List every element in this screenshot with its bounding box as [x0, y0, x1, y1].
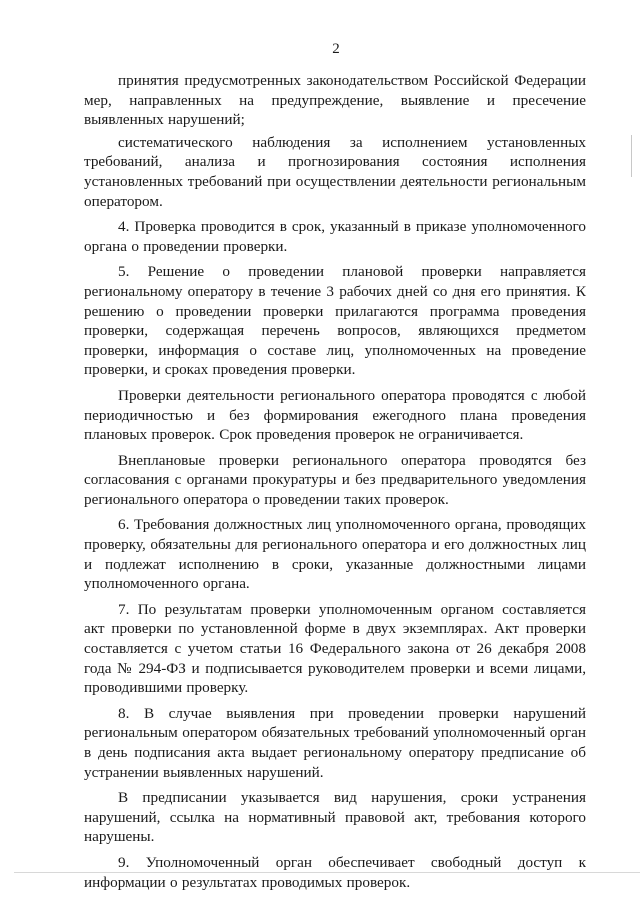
paragraph: принятия предусмотренных законодательством Российской Федерации мер, направленных на предупреждение, выявление и пресечение выявленных нарушений;: [84, 72, 586, 129]
paragraph: 4. Проверка проводится в срок, указанный в приказе уполномоченного органа о проведении проверки.: [84, 218, 586, 255]
paragraph: В предписании указывается вид нарушения, сроки устранения нарушений, ссылка на нормативный правовой акт, требования которого нарушены.: [84, 789, 586, 846]
scan-edge-mark: [631, 135, 632, 177]
paragraph: 8. В случае выявления при проведении проверки нарушений региональным оператором обязательных требований уполномоченный орган в день подписания акта выдает региональному оператору предписание об устранении выявленных нарушений.: [84, 704, 586, 781]
paragraph: Внеплановые проверки регионального оператора проводятся без согласования с органами прокуратуры и без предварительного уведомления регионального оператора о проведении таких проверок.: [84, 451, 586, 508]
scan-bottom-line: [14, 872, 640, 873]
paragraph: 6. Требования должностных лиц уполномоченного органа, проводящих проверку, обязательны для регионального оператора и его должностных лиц и подлежат исполнению в сроки, указанные должностными лицами уполномоченного органа.: [84, 516, 586, 593]
paragraph: 9. Уполномоченный орган обеспечивает свободный доступ к информации о результатах проводимых проверок.: [84, 853, 586, 891]
paragraph: Проверки деятельности регионального оператора проводятся с любой периодичностью и без формирования ежегодного плана проведения плановых проверок. Срок проведения проверок не ограничивается.: [84, 386, 586, 444]
paragraph: систематического наблюдения за исполнением установленных требований, анализа и прогнозирования состояния исполнения установленных требований при осуществлении деятельности региональным оператором.: [84, 133, 586, 210]
paragraph: 7. По результатам проверки уполномоченным органом составляется акт проверки по установленной форме в двух экземплярах. Акт проверки составляется с учетом статьи 16 Федерального закона от 26 декабря 2008 года № 294-ФЗ и подписывается руководителем проверки и всеми лицами, проводившими проверку.: [84, 600, 586, 697]
document-body: [84, 71, 586, 892]
paragraph: 5. Решение о проведении плановой проверки направляется региональному оператору в течение 3 рабочих дней со дня его принятия. К решению о проведении проверки прилагаются программа проведения проверки, содержащая перечень вопросов, являющихся предметом проверки, информация о составе лиц, уполномоченных на проведение проверки, и сроках проведения проверки.: [84, 263, 586, 379]
page-number: 2: [332, 41, 340, 57]
